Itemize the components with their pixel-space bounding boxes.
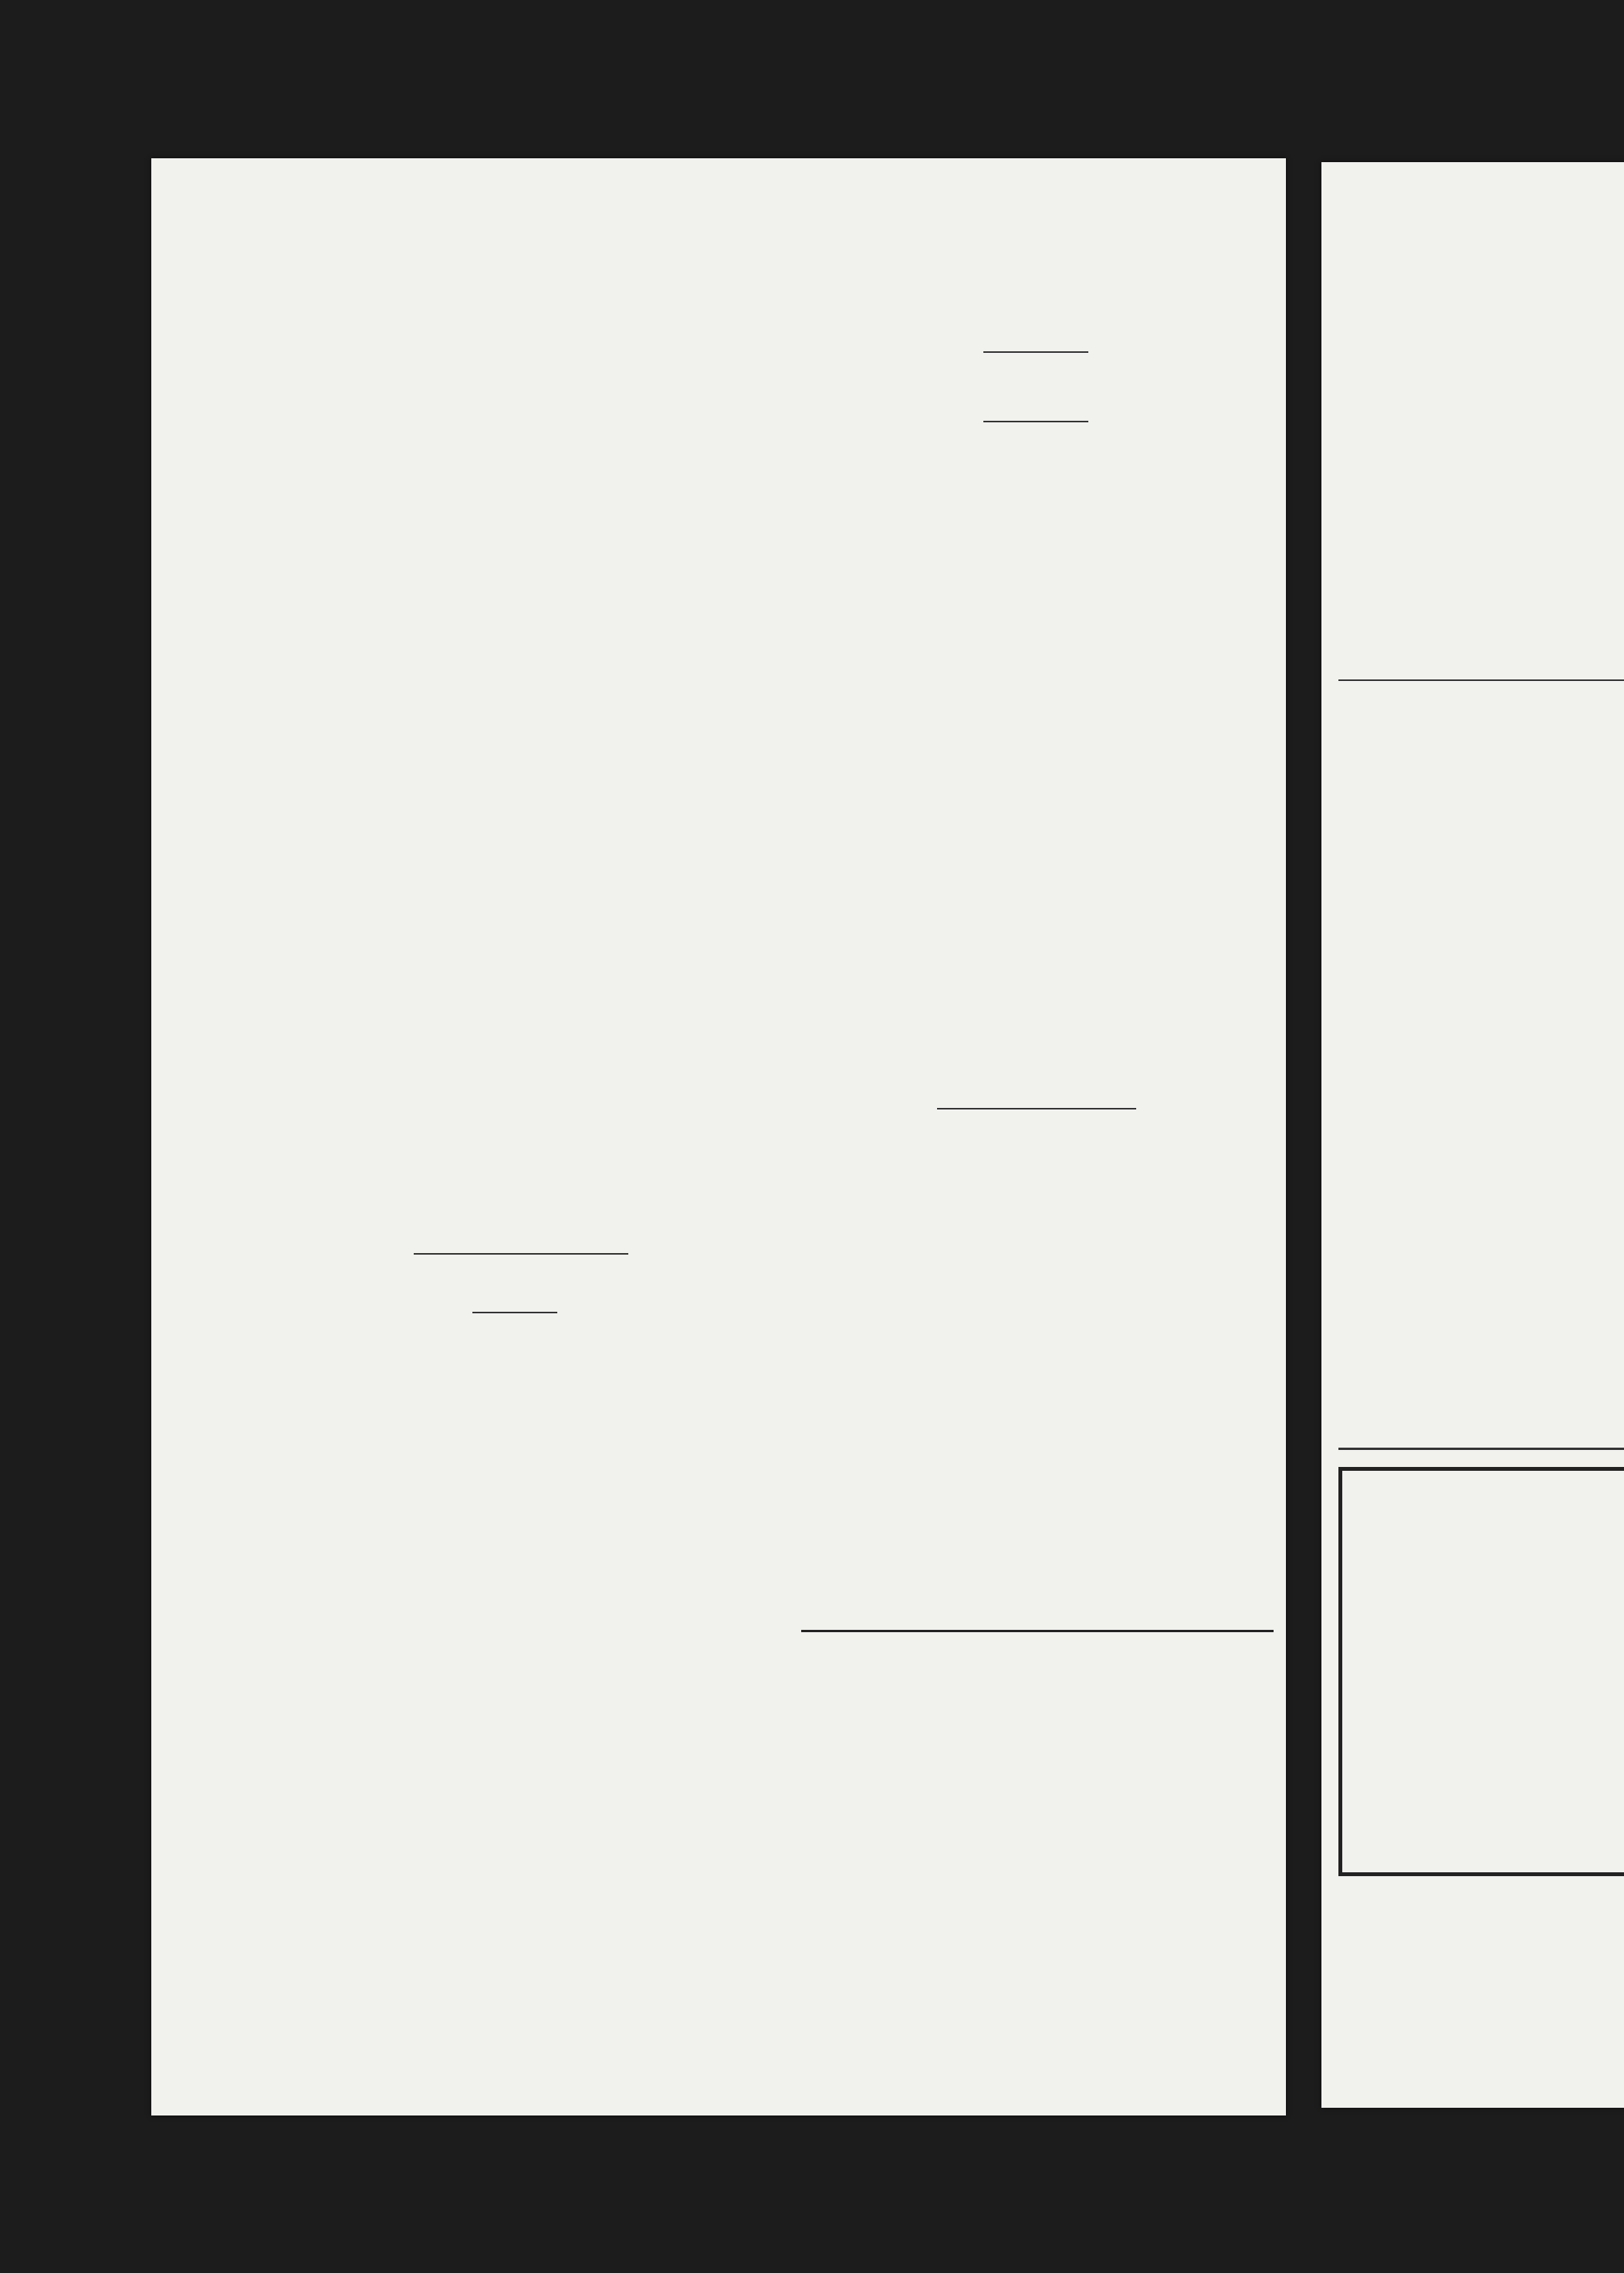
butter-ad — [801, 1630, 1274, 2070]
divider — [414, 1253, 628, 1255]
divider — [983, 421, 1088, 422]
divider — [1338, 1448, 1624, 1450]
divider — [1338, 679, 1624, 681]
divider — [937, 1108, 1136, 1109]
right-page — [1321, 162, 1624, 2108]
poultry-ad — [1338, 1467, 1624, 1876]
left-page — [151, 158, 1286, 2115]
divider — [472, 1312, 557, 1313]
divider — [983, 351, 1088, 353]
